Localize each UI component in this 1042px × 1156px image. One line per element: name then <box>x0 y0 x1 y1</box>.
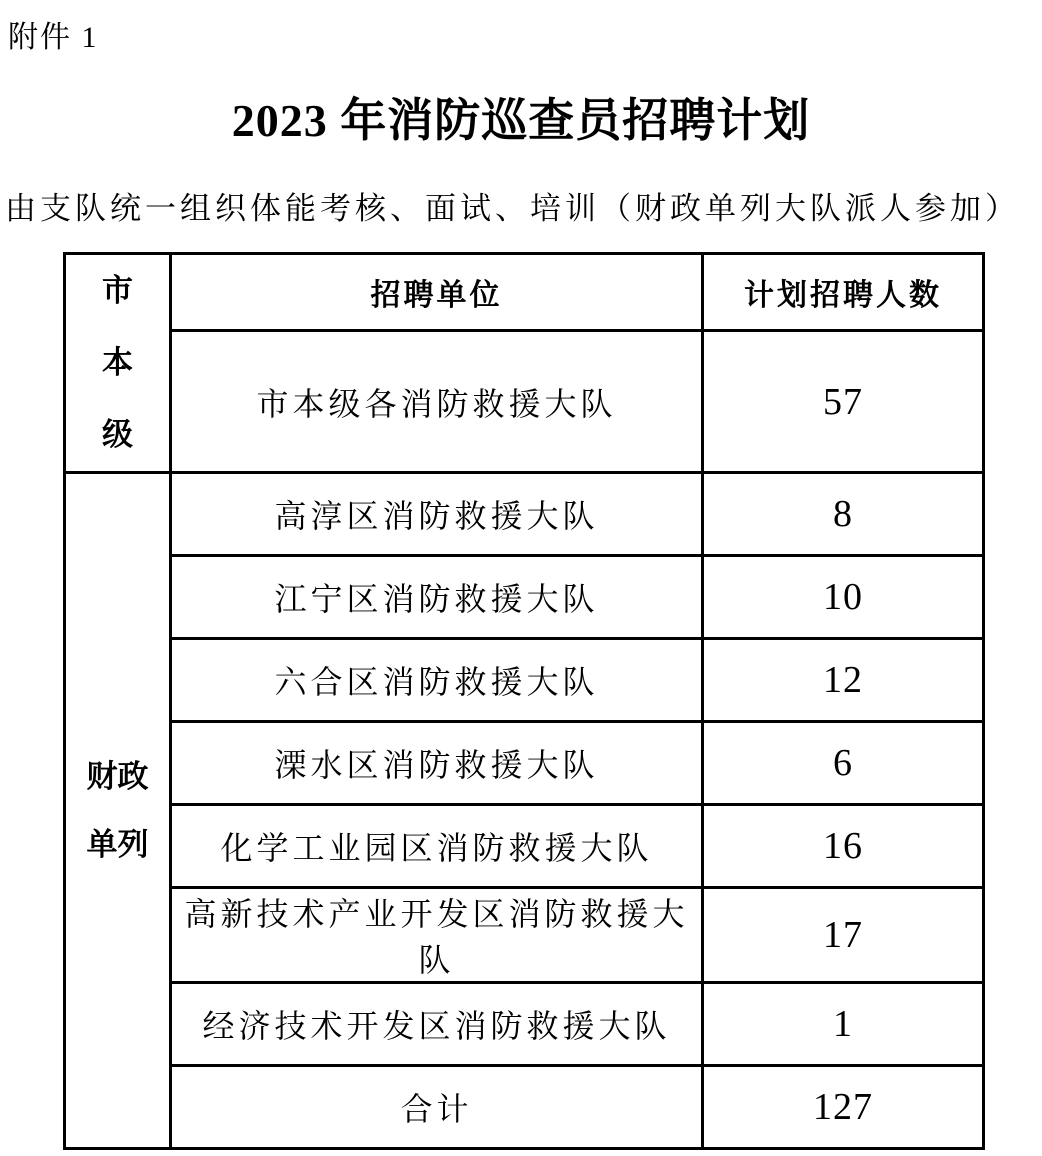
attachment-label: 附件 1 <box>8 21 99 54</box>
row-group-city-char: 市 <box>102 273 133 308</box>
count-cell: 16 <box>703 805 984 888</box>
table-row <box>65 805 984 888</box>
page-title: 2023 年消防巡查员招聘计划 <box>231 95 811 146</box>
count-cell: 17 <box>703 888 984 983</box>
table-row <box>65 983 984 1066</box>
unit-cell: 化学工业园区消防救援大队 <box>171 805 703 888</box>
row-group-city-char: 本 <box>102 345 133 380</box>
row-group-fiscal-line: 单列 <box>86 826 149 862</box>
table-header-row <box>65 254 984 331</box>
unit-cell: 市本级各消防救援大队 <box>171 331 703 473</box>
row-group-city-char: 级 <box>102 417 133 452</box>
unit-cell: 六合区消防救援大队 <box>171 639 703 722</box>
table-row-total <box>65 1066 984 1149</box>
count-cell: 10 <box>703 556 984 639</box>
table-row <box>65 722 984 805</box>
page-subtitle: 由支队统一组织体能考核、面试、培训（财政单列大队派人参加） <box>5 191 1020 226</box>
table-row <box>65 639 984 722</box>
row-group-city-level <box>65 254 171 473</box>
table-row <box>65 331 984 473</box>
count-cell: 1 <box>703 983 984 1066</box>
column-header-count: 计划招聘人数 <box>703 254 984 331</box>
unit-cell: 经济技术开发区消防救援大队 <box>171 983 703 1066</box>
recruitment-plan-table <box>63 252 985 1150</box>
unit-cell: 高新技术产业开发区消防救援大队 <box>171 888 703 983</box>
unit-cell: 高淳区消防救援大队 <box>171 473 703 556</box>
unit-cell: 江宁区消防救援大队 <box>171 556 703 639</box>
table-row <box>65 888 984 983</box>
total-count-cell: 127 <box>703 1066 984 1149</box>
count-cell: 57 <box>703 331 984 473</box>
count-cell: 12 <box>703 639 984 722</box>
unit-cell: 溧水区消防救援大队 <box>171 722 703 805</box>
row-group-fiscal-separate <box>65 473 171 1149</box>
column-header-unit: 招聘单位 <box>171 254 703 331</box>
table-row <box>65 556 984 639</box>
row-group-fiscal-line: 财政 <box>86 758 149 794</box>
count-cell: 6 <box>703 722 984 805</box>
table-row <box>65 473 984 556</box>
total-label-cell: 合计 <box>171 1066 703 1149</box>
count-cell: 8 <box>703 473 984 556</box>
